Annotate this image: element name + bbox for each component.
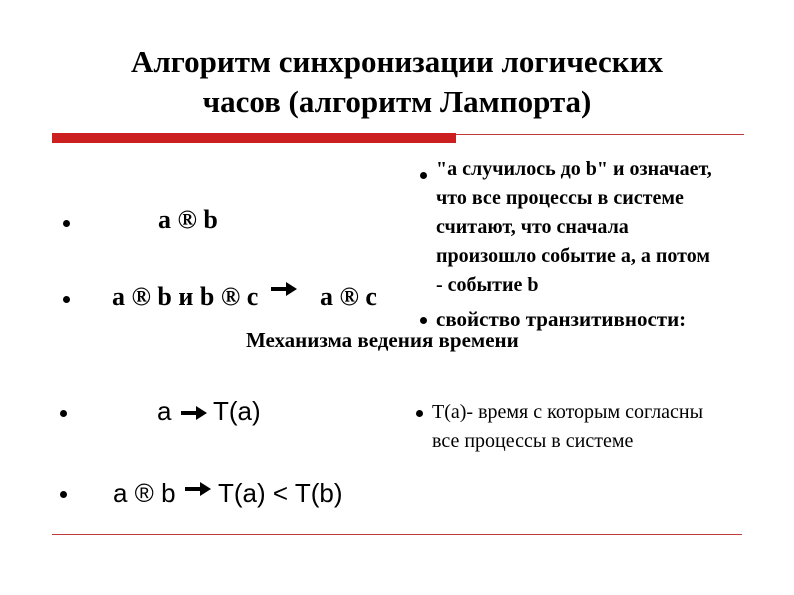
title-rule [456,134,744,135]
timestamp-ta: T(a) [213,396,261,426]
bullet-item-1 [63,220,70,227]
title-line-1: Алгоритм синхронизации логических [131,44,663,79]
transitivity-premise: a ® b и b ® c [112,282,259,311]
transitivity-conclusion: a ® c [320,282,377,311]
bullet-item-2 [63,296,70,303]
section-subheading: Механизма ведения времени [246,328,519,352]
bullet-note-2 [420,317,427,324]
title-line-2: часов (алгоритм Лампорта) [202,84,592,119]
note-transitivity: свойство транзитивности: [436,307,687,331]
note-line: все процессы в системе [432,430,634,452]
note-line: - событие b [436,274,539,296]
note-line: "a случилось до b" и означает, [436,158,712,180]
relation-a-b: a ® b [158,205,218,234]
bullet-item-3 [60,410,67,417]
note-line: произошло событие а, а потом [436,245,710,267]
bullet-note-3 [416,410,423,417]
note-line: что все процессы в системе [436,187,684,209]
relation-a-b-plain: a ® b [113,478,176,508]
clock-condition: T(a) < T(b) [218,478,343,508]
implies-arrow-icon [181,405,207,421]
title-accent-bar [52,133,456,143]
bullet-item-4 [60,491,67,498]
note-line: считают, что сначала [436,216,629,238]
note-happened-before [436,155,712,300]
note-line: T(a)- время с которым согласны [432,401,704,423]
implies-arrow-icon [185,481,211,497]
slide-title [40,42,754,122]
note-time-definition [432,398,703,456]
implies-arrow-icon [271,281,297,297]
bullet-note-1 [420,172,427,179]
bottom-rule [52,534,742,535]
event-a: a [157,396,172,426]
